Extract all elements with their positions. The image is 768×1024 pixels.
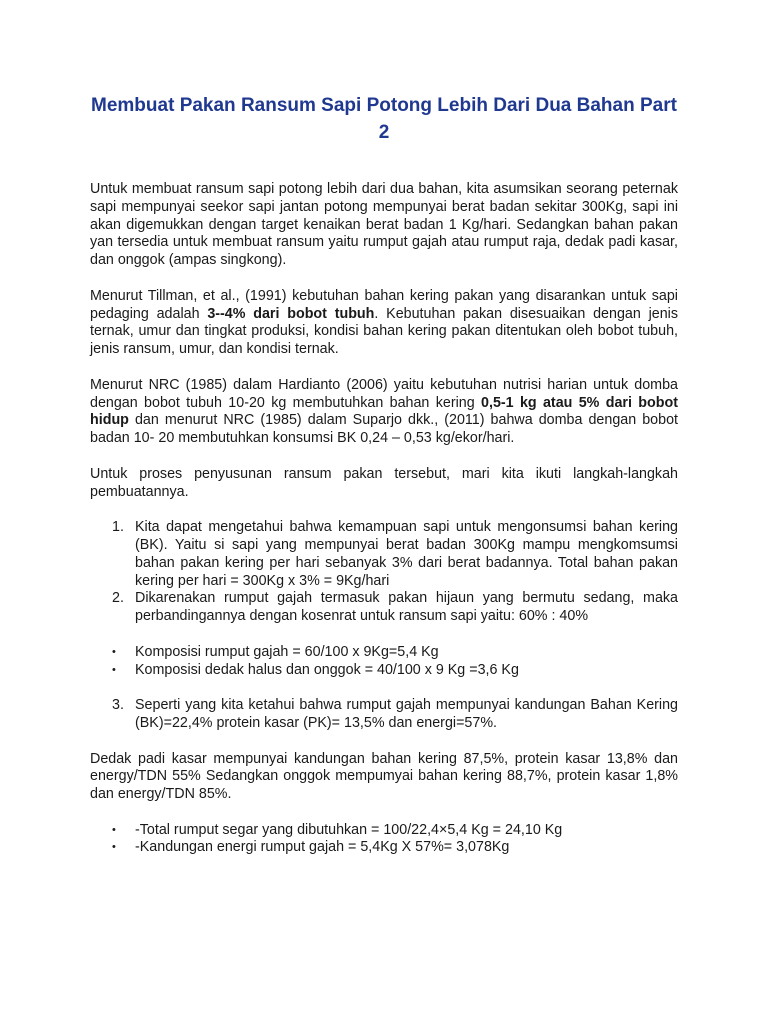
bullet-item-text: Komposisi rumput gajah = 60/100 x 9Kg=5,4 Kg [135, 643, 439, 660]
bullet-item-energi [90, 839, 678, 857]
paragraph-tillman-text-1: Menurut Tillman, et al., (1991) kebutuhan bahan kering pakan yang disarankan untuk sapi pedaging adalah [90, 287, 678, 322]
paragraph-nrc [90, 377, 678, 448]
document-page [90, 92, 678, 857]
bullet-icon: • [112, 841, 116, 854]
paragraph-nrc-text-2: dan menurut NRC (1985) dalam Suparjo dkk., (2011) bahwa domba dengan bobot badan 10- 20 membutuhkan konsumsi BK 0,24 – 0,53 kg/ekor/hari. [90, 412, 678, 447]
list-item-text: Dikarenakan rumput gajah termasuk pakan hijaun yang bermutu sedang, maka perbandingannya dengan kosenrat untuk ransum sapi yaitu: 60% : 40% [135, 590, 678, 625]
bullet-icon: • [112, 663, 116, 676]
bullet-item-rumput [90, 644, 678, 662]
numbered-list-2 [90, 697, 678, 733]
bullet-item-total-rumput [90, 822, 678, 840]
list-item-number: 1. [112, 519, 124, 536]
bullet-icon: • [112, 645, 116, 658]
bullet-item-text: -Total rumput segar yang dibutuhkan = 100/22,4×5,4 Kg = 24,10 Kg [135, 821, 563, 838]
paragraph-steps-intro: Untuk proses penyusunan ransum pakan tersebut, mari kita ikuti langkah-langkah pembuatannya. [90, 465, 678, 500]
paragraph-intro: Untuk membuat ransum sapi potong lebih dari dua bahan, kita asumsikan seorang peternak sapi mempunyai seekor sapi jantan potong mempunyai berat badan sekitar 300Kg, sapi ini akan digemukkan dengan target kenaikan berat badan 1 Kg/hari. Sedangkan bahan pakan yan tersedia untuk membuat ransum yaitu rumput gajah atau rumput raja, dedak padi kasar, dan onggok (ampas singkong). [90, 181, 678, 269]
paragraph-tillman-text-2: . Kebutuhan pakan disesuaikan dengan jenis ternak, umur dan tingkat produksi, kondisi bahan kering pakan ditentukan oleh bobot tubuh, jenis ransum, umur, dan kondisi ternak. [90, 305, 678, 358]
list-item-step-3 [90, 697, 678, 733]
paragraph-dedak-onggok: Dedak padi kasar mempunyai kandungan bahan kering 87,5%, protein kasar 13,8% dan energy/TDN 55% Sedangkan onggok mempumyai bahan kering 88,7%, protein kasar 1,8% dan energy/TDN 85%. [90, 750, 678, 803]
list-item-step-1 [90, 519, 678, 590]
list-item-step-2 [90, 590, 678, 626]
document-title: Membuat Pakan Ransum Sapi Potong Lebih Dari Dua Bahan Part 2 [91, 95, 677, 143]
list-item-text: Seperti yang kita ketahui bahwa rumput gajah mempunyai kandungan Bahan Kering (BK)=22,4% protein kasar (PK)= 13,5% dan energi=57%. [135, 697, 678, 731]
list-item-text: Kita dapat mengetahui bahwa kemampuan sapi untuk mengonsumsi bahan kering (BK). Yaitu si sapi yang mempunyai berat badan 300Kg mampu mengkomsumsi bahan pakan kering per hari sebanyak 3% dari berat badannya. Total bahan pakan kering per hari = 300Kg x 3% = 9Kg/hari [135, 519, 678, 589]
paragraph-tillman [90, 288, 678, 359]
bullet-icon: • [112, 823, 116, 836]
bullet-item-text: Komposisi dedak halus dan onggok = 40/100 x 9 Kg =3,6 Kg [135, 661, 519, 678]
bullet-item-text: -Kandungan energi rumput gajah = 5,4Kg X 57%= 3,078Kg [135, 839, 510, 856]
paragraph-nrc-text-1: Menurut NRC (1985) dalam Hardianto (2006) yaitu kebutuhan nutrisi harian untuk domba dengan bobot tubuh 10-20 kg membutuhkan bahan kering [90, 376, 678, 411]
paragraph-tillman-bold: 3--4% dari bobot tubuh [207, 305, 375, 322]
list-item-number: 2. [112, 590, 124, 607]
paragraph-nrc-bold: 0,5-1 kg atau 5% dari bobot hidup [90, 394, 679, 429]
numbered-list-1 [90, 519, 678, 626]
bullet-list-1 [90, 644, 678, 680]
bullet-item-dedak [90, 662, 678, 680]
list-item-number: 3. [112, 697, 124, 714]
bullet-list-2 [90, 822, 678, 858]
